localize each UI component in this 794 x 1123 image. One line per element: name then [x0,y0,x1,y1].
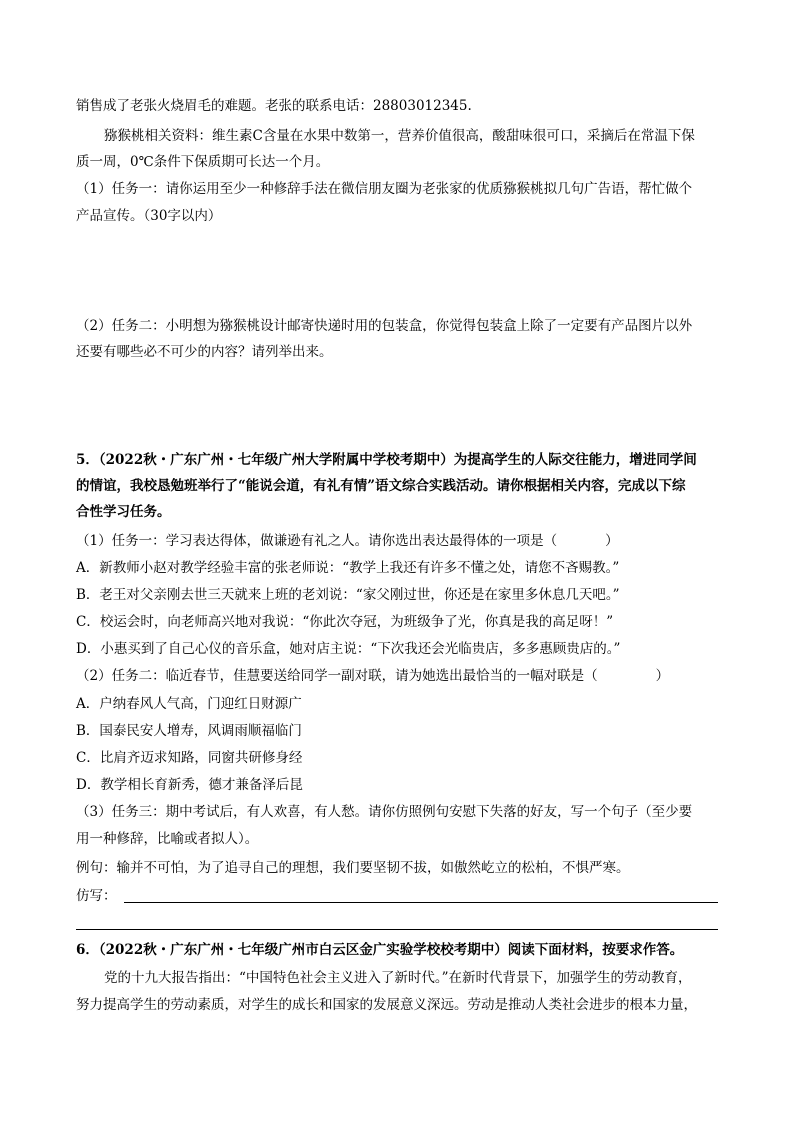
section-6-paragraph-cont: 努力提高学生的劳动素质，对学生的成长和国家的发展意义深远。劳动是推动人类社会进步的根本力量， [76,997,697,1013]
couplet-option-d: D．教学相长育新秀，德才兼备泽后昆 [76,777,303,793]
task-1-question-cont: 产品宣传。（30字以内） [76,208,222,224]
option-a: A．新教师小赵对教学经验丰富的张老师说：“教学上我还有许多不懂之处，请您不吝赐教。” [76,560,620,576]
paragraph-kiwi-info: 猕猴桃相关资料：维生素C含量在水果中数第一，营养价值很高，酸甜味很可口，采摘后在常温下保 [104,128,695,144]
imitate-label: 仿写： [76,888,117,904]
s5-task-3: （3）任务三：期中考试后，有人欢喜，有人愁。请你仿照例句安慰下失落的好友，写一个句子（至少要 [76,804,693,820]
task-2-question: （2）任务二：小明想为猕猴桃设计邮寄快递时用的包装盒，你觉得包装盒上除了一定要有产品图片以外 [76,318,693,334]
bracket-close: ） [605,533,619,549]
option-c: C．校运会时，向老师高兴地对我说：“你此次夺冠，为班级争了光，你真是我的高足呀！” [76,614,614,630]
s5-task-3-cont: 用一种修辞，比喻或者拟人）。 [76,831,259,847]
s5-task-2 [76,667,669,685]
example-sentence: 例句：输并不可怕，为了追寻自己的理想，我们要坚韧不拔，如傲然屹立的松柏，不惧严寒。 [76,860,630,876]
paragraph-kiwi-info-cont: 质一周，0℃条件下保质期可长达一个月。 [76,154,330,170]
answer-line-2[interactable] [76,929,718,930]
s5-task-1 [76,532,619,550]
task-1-question: （1）任务一：请你运用至少一种修辞手法在微信朋友圈为老张家的优质猕猴桃拟几句广告语，帮忙做个 [76,181,693,197]
s5-task-1-text: （1）任务一：学习表达得体，做谦逊有礼之人。请你选出表达最得体的一项是（ [76,533,558,549]
section-5-heading: 5．（2022秋・广东广州・七年级广州大学附属中学校考期中）为提高学生的人际交往能力，增进同学间 [76,452,697,468]
task-2-question-cont: 还要有哪些必不可少的内容？请列举出来。 [76,344,333,360]
couplet-option-b: B．国泰民安人增寿，风调雨顺福临门 [76,723,302,739]
couplet-option-c: C．比肩齐迈求知路，同窗共研修身经 [76,750,303,766]
section-5-heading-end: 合性学习任务。 [76,504,171,520]
answer-line-1[interactable] [124,902,718,903]
section-6-heading: 6．（2022秋・广东广州・七年级广州市白云区金广实验学校校考期中）阅读下面材料，按要求作答。 [76,942,684,958]
bracket-close: ） [655,668,670,684]
s5-task-2-text: （2）任务二：临近春节，佳慧要送给同学一副对联，请为她选出最恰当的一幅对联是（ [76,668,598,684]
option-b: B．老王对父亲刚去世三天就来上班的老刘说：“家父刚过世，你还是在家里多休息几天吧。” [76,587,620,603]
section-5-heading-cont: 的情谊，我校恳勉班举行了“能说会道，有礼有情”语文综合实践活动。请你根据相关内容，完成以下综 [76,478,686,494]
couplet-option-a: A．户纳春风人气高，门迎红日财源广 [76,696,302,712]
paragraph-contact: 销售成了老张火烧眉毛的难题。老张的联系电话：28803012345. [76,98,472,114]
section-6-paragraph: 党的十九大报告指出：“中国特色社会主义进入了新时代。”在新时代背景下，加强学生的劳动教育， [104,970,692,986]
option-d: D．小惠买到了自己心仪的音乐盒，她对店主说：“下次我还会光临贵店，多多惠顾贵店的。” [76,641,621,657]
